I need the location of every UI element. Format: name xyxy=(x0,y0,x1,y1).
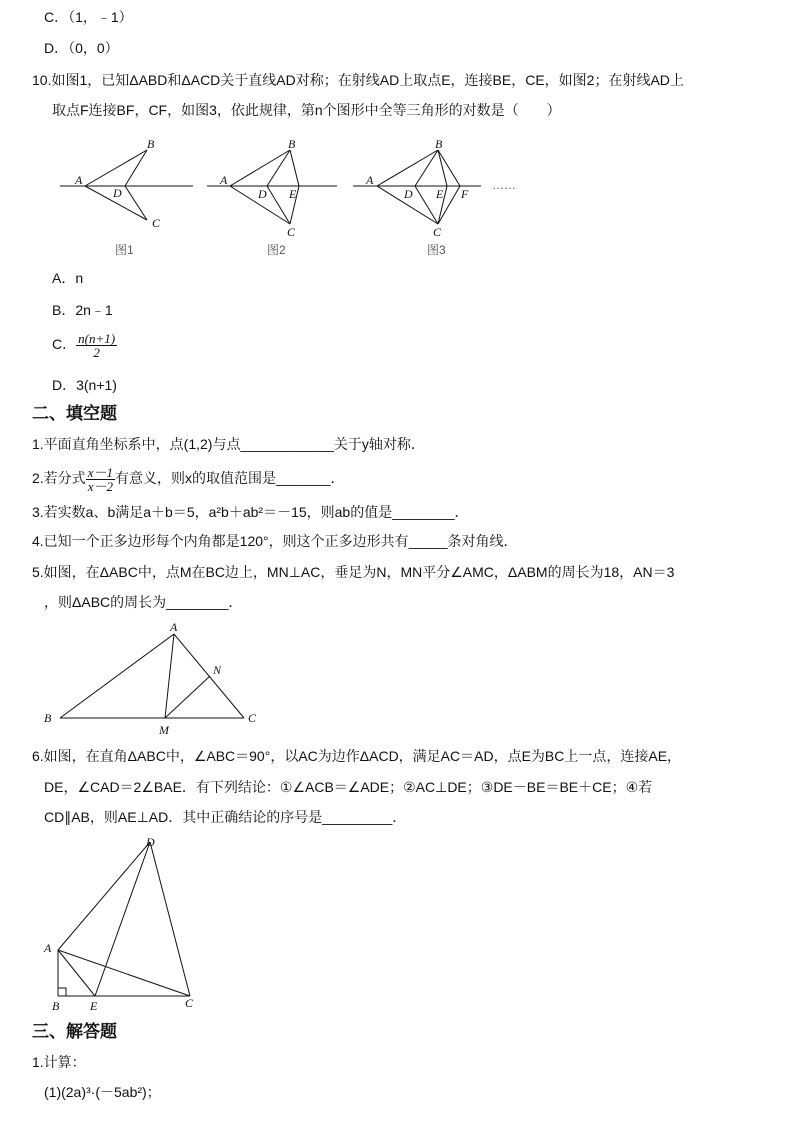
fig2-caption: 图2 xyxy=(267,243,286,257)
q5-label-c: C xyxy=(248,711,257,725)
fig3-label-e: E xyxy=(436,187,444,201)
q10-line1: 10.如图1，已知ΔABD和ΔACD关于直线AD对称；在射线AD上取点E，连接BE，CE，如图2；在射线AD上 xyxy=(32,72,684,88)
solve-q1-part1: (1)(2a)³·(－5ab²)； xyxy=(44,1084,161,1100)
fig-ellipsis: …… xyxy=(492,178,516,192)
q6-label-d: D xyxy=(146,835,155,849)
fill-q2-suffix: 有意义，则x的取值范围是_______． xyxy=(114,470,345,487)
fill-q2-den: x－2 xyxy=(87,479,113,494)
fill-q4: 4.已知一个正多边形每个内角都是120°，则这个正多边形共有_____条对角线． xyxy=(32,533,518,549)
q5-label-n: N xyxy=(213,663,222,677)
q6-label-e: E xyxy=(90,999,98,1013)
fig2-label-e: E xyxy=(289,187,297,201)
fig1-caption: 图1 xyxy=(115,243,134,257)
fill-q5-line2: ，则ΔABC的周长为________． xyxy=(44,594,243,610)
fig1-label-b: B xyxy=(147,137,155,151)
q10-option-c-fraction xyxy=(76,332,117,359)
figure-2 xyxy=(207,150,337,224)
q5-label-m: M xyxy=(159,723,169,737)
fig3-label-c: C xyxy=(433,225,442,239)
q5-label-a: A xyxy=(170,620,178,634)
q5-label-b: B xyxy=(44,711,52,725)
fig3-label-d: D xyxy=(404,187,413,201)
solve-q1-title: 1.计算： xyxy=(32,1054,86,1070)
fill-q2-num: x－1 xyxy=(87,465,113,480)
q10-option-c-den: 2 xyxy=(93,345,100,360)
q10-option-a: A．n xyxy=(52,270,84,286)
fill-q2-fraction xyxy=(86,466,115,493)
fig1-label-c: C xyxy=(152,216,161,230)
q10-option-c-num: n(n+1) xyxy=(78,331,116,346)
q10-line2: 取点F连接BF，CF，如图3，依此规律，第n个图形中全等三角形的对数是（ ） xyxy=(52,102,561,118)
q5-figure xyxy=(40,618,270,740)
fig3-label-b: B xyxy=(435,137,443,151)
option-d: D．（0，0） xyxy=(44,40,119,56)
fill-q3: 3.若实数a、b满足a＋b＝5，a²b＋ab²＝－15，则ab的值是________． xyxy=(32,504,469,520)
fill-q1: 1.平面直角坐标系中，点(1,2)与点____________关于y轴对称． xyxy=(32,436,425,452)
q10-option-d: D．3(n+1) xyxy=(52,377,117,393)
q6-label-c: C xyxy=(185,996,194,1010)
fig2-label-b: B xyxy=(288,137,296,151)
q10-option-c xyxy=(52,332,117,359)
q10-option-b: B．2n﹣1 xyxy=(52,302,113,318)
fill-q2 xyxy=(32,466,344,493)
option-c: C．（1，﹣1） xyxy=(44,9,133,25)
fig1-label-d: D xyxy=(113,186,122,200)
fig1-label-a: A xyxy=(75,173,83,187)
section-3-title: 三、解答题 xyxy=(32,1022,117,1041)
fill-q6-line1: 6.如图，在直角ΔABC中，∠ABC＝90°，以AC为边作ΔACD，满足AC＝AD，点E为BC上一点，连接AE， xyxy=(32,748,682,764)
q6-figure xyxy=(40,832,210,1017)
fill-q6-line2: DE，∠CAD＝2∠BAE．有下列结论：①∠ACB＝∠ADE；②AC⊥DE；③DE－BE＝BE＋CE；④若 xyxy=(44,779,653,795)
fig3-label-f: F xyxy=(461,187,469,201)
fill-q6-line3: CD∥AB，则AE⊥AD．其中正确结论的序号是_________． xyxy=(44,809,407,825)
fill-q2-prefix: 2.若分式 xyxy=(32,470,86,487)
fig2-label-c: C xyxy=(287,225,296,239)
q6-label-b: B xyxy=(52,999,60,1013)
q10-option-c-prefix: C． xyxy=(52,336,77,353)
fill-q5-line1: 5.如图，在ΔABC中，点M在BC边上，MN⊥AC，垂足为N，MN平分∠AMC，ΔABM的周长为18，AN＝3 xyxy=(32,564,675,580)
fig2-label-a: A xyxy=(220,173,228,187)
section-2-title: 二、填空题 xyxy=(32,404,117,423)
fig3-label-a: A xyxy=(366,173,374,187)
q6-label-a: A xyxy=(44,941,52,955)
q10-figures xyxy=(55,132,525,260)
fig3-caption: 图3 xyxy=(427,243,446,257)
fig2-label-d: D xyxy=(258,187,267,201)
